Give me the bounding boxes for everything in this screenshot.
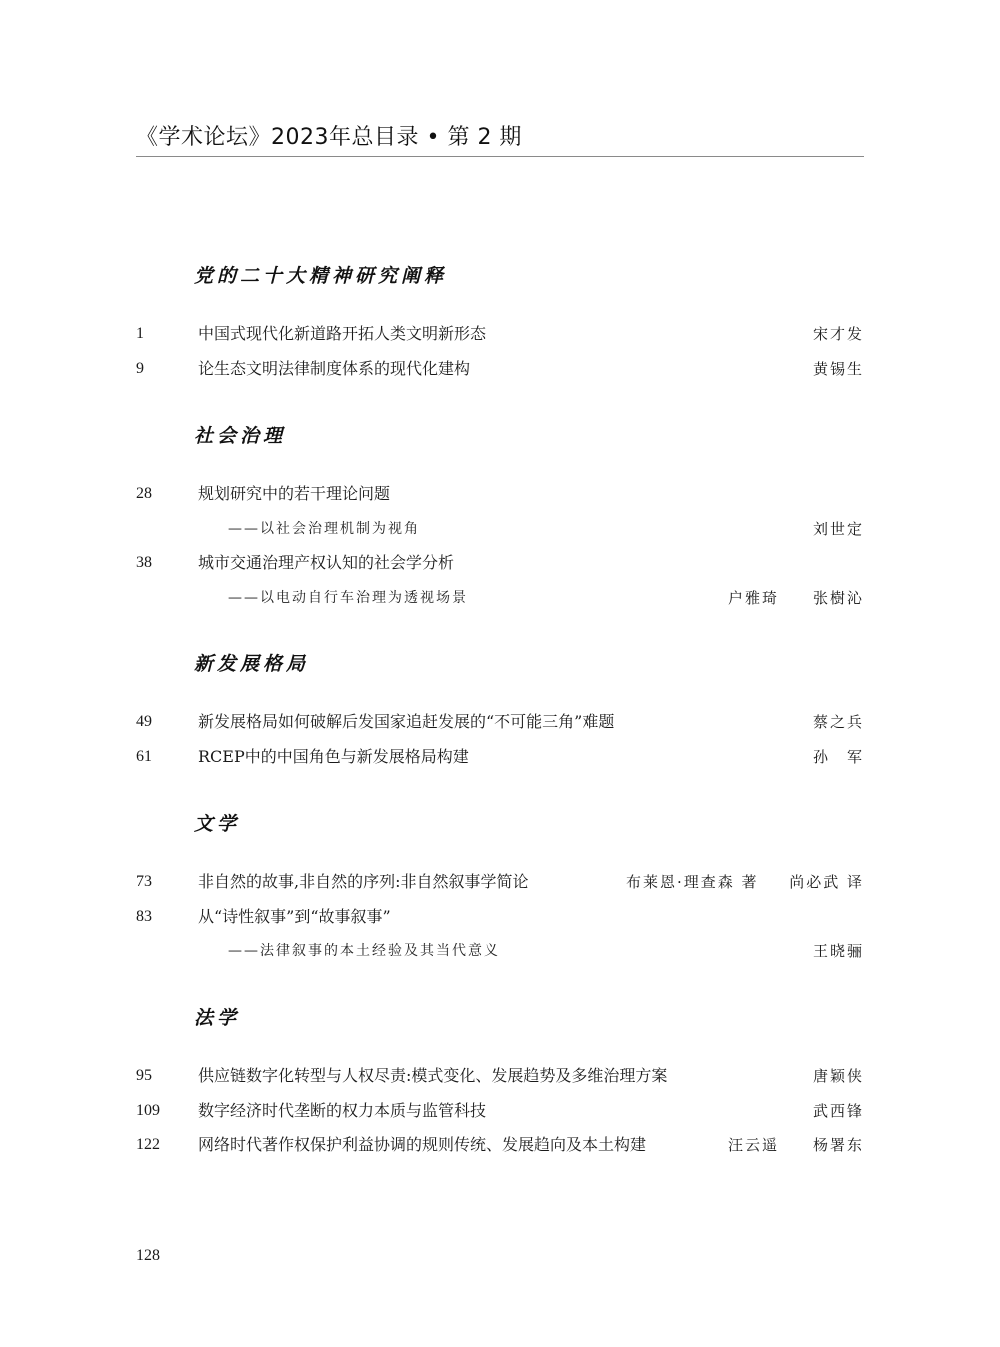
header-divider — [136, 156, 864, 157]
toc-entry[interactable] — [136, 1094, 864, 1129]
toc-section — [136, 422, 864, 615]
author: 蔡之兵 — [812, 713, 864, 731]
author: 武西锋 — [812, 1101, 864, 1120]
article-title[interactable]: 中国式现代化新道路开拓人类文明新形态 — [198, 324, 487, 343]
entry-list — [136, 477, 864, 615]
author: 宋才发 — [812, 325, 864, 343]
toc-entry[interactable] — [136, 352, 864, 387]
toc-entry[interactable] — [136, 900, 864, 935]
page-number: 9 — [136, 359, 144, 377]
toc-section — [136, 650, 864, 774]
article-title[interactable]: RCEP中的中国角色与新发展格局构建 — [198, 746, 469, 766]
toc-section — [136, 810, 864, 969]
section-heading: 法学 — [194, 1007, 241, 1029]
toc-entry[interactable] — [136, 317, 864, 352]
page-number: 95 — [136, 1067, 152, 1084]
journal-header-title: 《学术论坛》2023年总目录 • 第 2 期 — [136, 125, 522, 150]
page-number: 83 — [136, 907, 152, 925]
author: 刘世定 — [812, 519, 864, 538]
article-title[interactable]: 非自然的故事,非自然的序列:非自然叙事学简论 — [198, 872, 529, 891]
toc-entry[interactable] — [136, 865, 864, 900]
author: 杨署东 — [812, 1136, 864, 1154]
toc-entry[interactable] — [136, 740, 864, 775]
article-title[interactable]: 从“诗性叙事”到“故事叙事” — [198, 906, 391, 926]
author: 汪云遥 — [728, 1136, 780, 1154]
toc-entry-subtitle-row — [136, 581, 864, 616]
article-title[interactable]: 供应链数字化转型与人权尽责:模式变化、发展趋势及多维治理方案 — [198, 1066, 668, 1085]
footer-page-number: 128 — [136, 1247, 160, 1264]
page-number: 109 — [136, 1101, 160, 1119]
toc-section — [136, 262, 864, 386]
entry-list — [136, 1059, 864, 1163]
toc-entry[interactable] — [136, 477, 864, 512]
entry-list — [136, 705, 864, 774]
author: 布莱恩·理查森 著 — [626, 873, 759, 891]
page-number: 28 — [136, 485, 152, 502]
section-heading: 新发展格局 — [194, 653, 310, 675]
article-title[interactable]: 论生态文明法律制度体系的现代化建构 — [198, 358, 471, 378]
toc-section — [136, 1004, 864, 1163]
section-heading: 党的二十大精神研究阐释 — [194, 265, 448, 287]
page-number: 1 — [136, 325, 144, 342]
article-subtitle: ——以社会治理机制为视角 — [228, 520, 420, 537]
page-number: 38 — [136, 554, 152, 571]
article-subtitle: ——以电动自行车治理为透视场景 — [228, 589, 468, 606]
page-number: 49 — [136, 713, 152, 730]
author: 户雅琦 — [728, 588, 780, 607]
page-number: 122 — [136, 1136, 160, 1153]
author: 唐颖侠 — [812, 1067, 864, 1085]
toc-entry[interactable] — [136, 1128, 864, 1163]
toc-entry[interactable] — [136, 546, 864, 581]
article-title[interactable]: 规划研究中的若干理论问题 — [198, 484, 391, 503]
page-number: 61 — [136, 747, 152, 765]
article-subtitle: ——法律叙事的本土经验及其当代意义 — [228, 943, 500, 959]
translator: 尚必武 译 — [789, 873, 864, 891]
section-heading: 社会治理 — [194, 425, 287, 447]
author: 孙 军 — [812, 747, 864, 766]
toc-entry[interactable] — [136, 1059, 864, 1094]
author: 黄锡生 — [812, 359, 864, 378]
toc-entry-subtitle-row — [136, 934, 864, 969]
author: 王晓骊 — [812, 942, 864, 960]
article-title[interactable]: 城市交通治理产权认知的社会学分析 — [198, 553, 455, 572]
author: 张樹沁 — [812, 588, 864, 607]
section-heading: 文学 — [194, 813, 241, 835]
toc-entry[interactable] — [136, 705, 864, 740]
article-title[interactable]: 数字经济时代垄断的权力本质与监管科技 — [198, 1100, 487, 1120]
article-title[interactable]: 网络时代著作权保护利益协调的规则传统、发展趋向及本土构建 — [198, 1135, 647, 1154]
entry-list — [136, 317, 864, 386]
article-title[interactable]: 新发展格局如何破解后发国家追赶发展的“不可能三角”难题 — [198, 712, 615, 731]
entry-list — [136, 865, 864, 969]
page-number: 73 — [136, 873, 152, 890]
toc-entry-subtitle-row — [136, 512, 864, 547]
